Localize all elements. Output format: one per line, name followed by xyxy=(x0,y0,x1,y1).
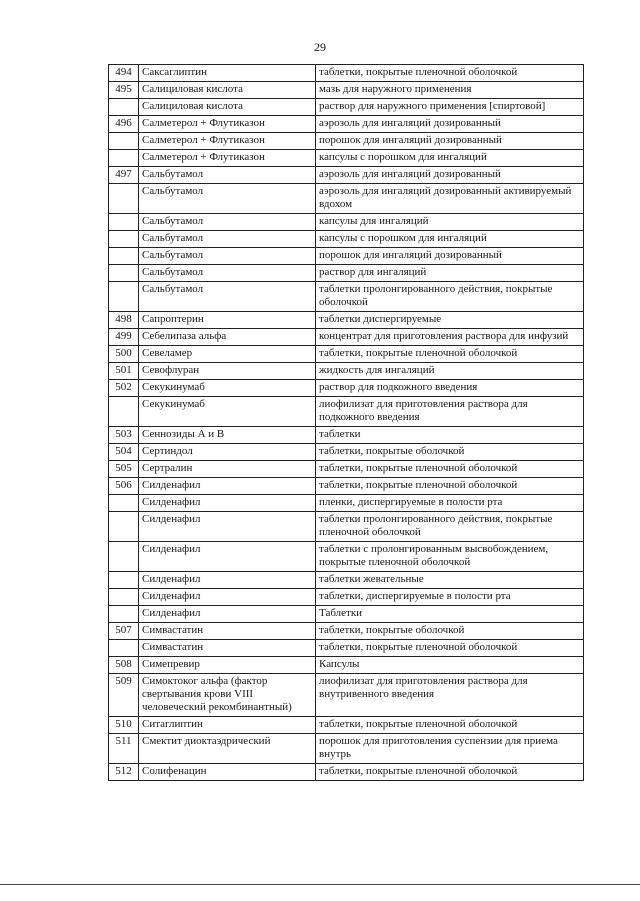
dosage-form-cell: таблетки пролонгированного действия, покрытые оболочкой xyxy=(316,282,584,312)
row-number-cell xyxy=(109,248,139,265)
table-row xyxy=(109,248,584,265)
dosage-form-cell: мазь для наружного применения xyxy=(316,82,584,99)
drug-name-cell: Салициловая кислота xyxy=(139,99,316,116)
table-row xyxy=(109,623,584,640)
row-number-cell: 504 xyxy=(109,444,139,461)
table-row xyxy=(109,734,584,764)
row-number-cell xyxy=(109,397,139,427)
drug-name-cell: Силденафил xyxy=(139,512,316,542)
row-number-cell: 509 xyxy=(109,674,139,717)
dosage-form-cell: таблетки жевательные xyxy=(316,572,584,589)
table-row xyxy=(109,397,584,427)
drug-name-cell: Ситаглиптин xyxy=(139,717,316,734)
dosage-form-cell: аэрозоль для ингаляций дозированный xyxy=(316,167,584,184)
row-number-cell: 512 xyxy=(109,764,139,781)
dosage-form-cell: лиофилизат для приготовления раствора для подкожного введения xyxy=(316,397,584,427)
drug-name-cell: Севеламер xyxy=(139,346,316,363)
dosage-form-cell: таблетки, покрытые пленочной оболочкой xyxy=(316,346,584,363)
drug-name-cell: Сальбутамол xyxy=(139,265,316,282)
dosage-form-cell: раствор для наружного применения [спиртовой] xyxy=(316,99,584,116)
drug-name-cell: Салметерол + Флутиказон xyxy=(139,116,316,133)
dosage-form-cell: таблетки, покрытые пленочной оболочкой xyxy=(316,461,584,478)
table-row xyxy=(109,116,584,133)
dosage-form-cell: таблетки с пролонгированным высвобождением, покрытые пленочной оболочкой xyxy=(316,542,584,572)
drug-name-cell: Силденафил xyxy=(139,589,316,606)
dosage-form-cell: капсулы с порошком для ингаляций xyxy=(316,231,584,248)
row-number-cell: 494 xyxy=(109,65,139,82)
table-row xyxy=(109,167,584,184)
table-row xyxy=(109,312,584,329)
table-row xyxy=(109,717,584,734)
table-row xyxy=(109,640,584,657)
drug-name-cell: Сеннозиды А и В xyxy=(139,427,316,444)
table-row xyxy=(109,542,584,572)
row-number-cell xyxy=(109,184,139,214)
drug-name-cell: Силденафил xyxy=(139,478,316,495)
drug-table-body xyxy=(109,65,584,781)
row-number-cell: 503 xyxy=(109,427,139,444)
row-number-cell: 505 xyxy=(109,461,139,478)
row-number-cell xyxy=(109,640,139,657)
row-number-cell: 508 xyxy=(109,657,139,674)
drug-name-cell: Сальбутамол xyxy=(139,167,316,184)
dosage-form-cell: таблетки, покрытые оболочкой xyxy=(316,444,584,461)
drug-name-cell: Смектит диоктаэдрический xyxy=(139,734,316,764)
dosage-form-cell: порошок для ингаляций дозированный xyxy=(316,248,584,265)
table-row xyxy=(109,657,584,674)
dosage-form-cell: таблетки, покрытые пленочной оболочкой xyxy=(316,640,584,657)
table-row xyxy=(109,150,584,167)
table-row xyxy=(109,231,584,248)
row-number-cell xyxy=(109,99,139,116)
dosage-form-cell: концентрат для приготовления раствора для инфузий xyxy=(316,329,584,346)
row-number-cell: 498 xyxy=(109,312,139,329)
row-number-cell xyxy=(109,231,139,248)
dosage-form-cell: таблетки, покрытые оболочкой xyxy=(316,623,584,640)
table-row xyxy=(109,589,584,606)
row-number-cell xyxy=(109,133,139,150)
table-row xyxy=(109,346,584,363)
row-number-cell xyxy=(109,282,139,312)
dosage-form-cell: Капсулы xyxy=(316,657,584,674)
row-number-cell xyxy=(109,265,139,282)
dosage-form-cell: Таблетки xyxy=(316,606,584,623)
dosage-form-cell: таблетки, покрытые пленочной оболочкой xyxy=(316,478,584,495)
drug-name-cell: Силденафил xyxy=(139,572,316,589)
dosage-form-cell: таблетки пролонгированного действия, покрытые пленочной оболочкой xyxy=(316,512,584,542)
drug-name-cell: Себелипаза альфа xyxy=(139,329,316,346)
drug-name-cell: Симвастатин xyxy=(139,623,316,640)
dosage-form-cell: аэрозоль для ингаляций дозированный xyxy=(316,116,584,133)
dosage-form-cell: таблетки, покрытые пленочной оболочкой xyxy=(316,717,584,734)
page-number: 29 xyxy=(314,40,326,54)
row-number-cell xyxy=(109,150,139,167)
dosage-form-cell: капсулы с порошком для ингаляций xyxy=(316,150,584,167)
drug-name-cell: Сертиндол xyxy=(139,444,316,461)
row-number-cell: 510 xyxy=(109,717,139,734)
dosage-form-cell: лиофилизат для приготовления раствора для внутривенного введения xyxy=(316,674,584,717)
drug-name-cell: Симоктоког альфа (фактор свертывания крови VIII человеческий рекомбинантный) xyxy=(139,674,316,717)
table-row xyxy=(109,265,584,282)
row-number-cell xyxy=(109,572,139,589)
dosage-form-cell: жидкость для ингаляций xyxy=(316,363,584,380)
drug-name-cell: Саксаглиптин xyxy=(139,65,316,82)
drug-table xyxy=(108,64,584,781)
table-row xyxy=(109,133,584,150)
dosage-form-cell: раствор для ингаляций xyxy=(316,265,584,282)
table-row xyxy=(109,427,584,444)
table-row xyxy=(109,764,584,781)
table-row xyxy=(109,572,584,589)
row-number-cell: 500 xyxy=(109,346,139,363)
drug-name-cell: Севофлуран xyxy=(139,363,316,380)
dosage-form-cell: порошок для приготовления суспензии для приема внутрь xyxy=(316,734,584,764)
drug-name-cell: Секукинумаб xyxy=(139,380,316,397)
drug-name-cell: Симепревир xyxy=(139,657,316,674)
row-number-cell: 495 xyxy=(109,82,139,99)
table-row xyxy=(109,363,584,380)
table-row xyxy=(109,329,584,346)
table-row xyxy=(109,282,584,312)
dosage-form-cell: порошок для ингаляций дозированный xyxy=(316,133,584,150)
dosage-form-cell: раствор для подкожного введения xyxy=(316,380,584,397)
table-row xyxy=(109,461,584,478)
dosage-form-cell: таблетки xyxy=(316,427,584,444)
table-row xyxy=(109,444,584,461)
table-row xyxy=(109,380,584,397)
table-row xyxy=(109,495,584,512)
row-number-cell: 499 xyxy=(109,329,139,346)
dosage-form-cell: таблетки, покрытые пленочной оболочкой xyxy=(316,764,584,781)
row-number-cell: 511 xyxy=(109,734,139,764)
drug-name-cell: Сапроптерин xyxy=(139,312,316,329)
row-number-cell xyxy=(109,589,139,606)
row-number-cell xyxy=(109,214,139,231)
table-row xyxy=(109,478,584,495)
drug-name-cell: Сальбутамол xyxy=(139,184,316,214)
row-number-cell: 501 xyxy=(109,363,139,380)
row-number-cell: 502 xyxy=(109,380,139,397)
drug-name-cell: Солифенацин xyxy=(139,764,316,781)
table-row xyxy=(109,214,584,231)
drug-name-cell: Салметерол + Флутиказон xyxy=(139,150,316,167)
drug-name-cell: Симвастатин xyxy=(139,640,316,657)
drug-name-cell: Силденафил xyxy=(139,606,316,623)
drug-name-cell: Сальбутамол xyxy=(139,282,316,312)
dosage-form-cell: аэрозоль для ингаляций дозированный активируемый вдохом xyxy=(316,184,584,214)
table-row xyxy=(109,606,584,623)
dosage-form-cell: пленки, диспергируемые в полости рта xyxy=(316,495,584,512)
drug-name-cell: Сальбутамол xyxy=(139,248,316,265)
row-number-cell xyxy=(109,542,139,572)
table-row xyxy=(109,99,584,116)
dosage-form-cell: таблетки диспергируемые xyxy=(316,312,584,329)
row-number-cell: 497 xyxy=(109,167,139,184)
drug-name-cell: Салициловая кислота xyxy=(139,82,316,99)
table-row xyxy=(109,65,584,82)
row-number-cell xyxy=(109,495,139,512)
drug-name-cell: Сальбутамол xyxy=(139,214,316,231)
row-number-cell: 507 xyxy=(109,623,139,640)
drug-name-cell: Сертралин xyxy=(139,461,316,478)
row-number-cell xyxy=(109,512,139,542)
table-row xyxy=(109,184,584,214)
drug-name-cell: Силденафил xyxy=(139,542,316,572)
dosage-form-cell: капсулы для ингаляций xyxy=(316,214,584,231)
drug-name-cell: Салметерол + Флутиказон xyxy=(139,133,316,150)
dosage-form-cell: таблетки, диспергируемые в полости рта xyxy=(316,589,584,606)
table-row xyxy=(109,674,584,717)
drug-name-cell: Секукинумаб xyxy=(139,397,316,427)
drug-name-cell: Силденафил xyxy=(139,495,316,512)
row-number-cell: 496 xyxy=(109,116,139,133)
table-row xyxy=(109,512,584,542)
row-number-cell: 506 xyxy=(109,478,139,495)
table-row xyxy=(109,82,584,99)
row-number-cell xyxy=(109,606,139,623)
page-bottom-rule xyxy=(0,884,640,885)
dosage-form-cell: таблетки, покрытые пленочной оболочкой xyxy=(316,65,584,82)
drug-name-cell: Сальбутамол xyxy=(139,231,316,248)
